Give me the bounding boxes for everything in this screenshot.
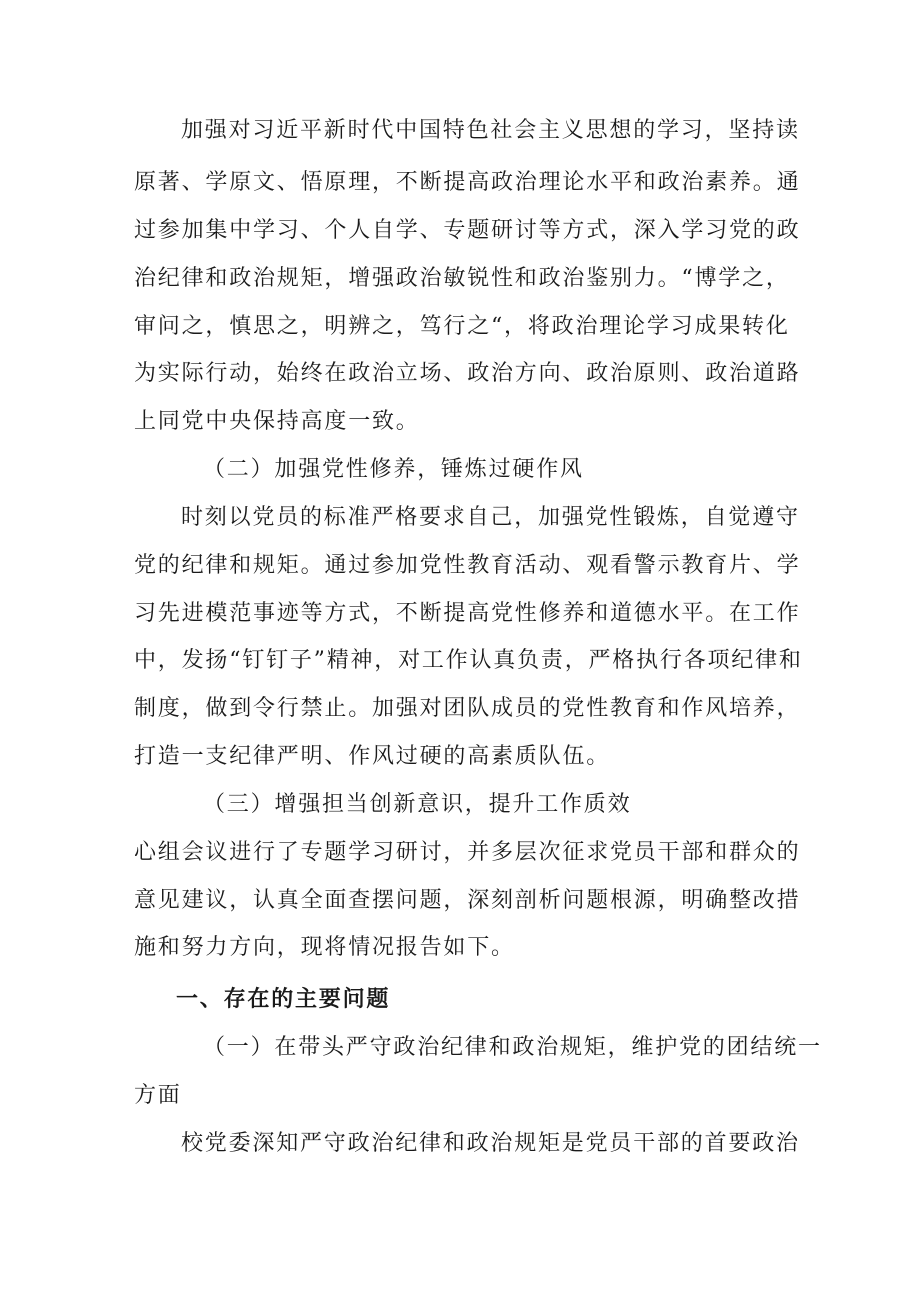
- paragraph-line: 中，发扬“钉钉子”精神，对工作认真负责，严格执行各项纪律和: [134, 648, 803, 673]
- paragraph-line: 原著、学原文、悟原理，不断提高政治理论水平和政治素养。通: [134, 170, 801, 195]
- paragraph-line: 打造一支纪律严明、作风过硬的高素质队伍。: [134, 744, 611, 769]
- paragraph-line: 过参加集中学习、个人自学、专题研讨等方式，深入学习党的政: [134, 218, 801, 243]
- paragraph-line: 制度，做到令行禁止。加强对团队成员的党性教育和作风培养，: [134, 696, 801, 721]
- paragraph-line: 党的纪律和规矩。通过参加党性教育活动、观看警示教育片、学: [134, 553, 801, 578]
- paragraph-line: 审问之，慎思之，明辨之，笃行之“，将政治理论学习成果转化: [134, 314, 790, 339]
- paragraph-line: 为实际行动，始终在政治立场、政治方向、政治原则、政治道路: [134, 361, 801, 386]
- section-heading-continued: 方面: [134, 1083, 182, 1108]
- paragraph-line: 校党委深知严守政治纪律和政治规矩是党员干部的首要政治: [181, 1131, 800, 1156]
- paragraph-line: 心组会议进行了专题学习研讨，并多层次征求党员干部和群众的: [134, 840, 801, 865]
- section-heading: （三）增强担当创新意识，提升工作质效: [203, 792, 632, 817]
- chapter-heading: 一、存在的主要问题: [176, 987, 391, 1012]
- paragraph-line: 意见建议，认真全面查摆问题，深刻剖析问题根源，明确整改措: [134, 888, 801, 913]
- paragraph-line: 治纪律和政治规矩，增强政治敏锐性和政治鉴别力。“博学之，: [134, 266, 790, 291]
- paragraph-line: 加强对习近平新时代中国特色社会主义思想的学习，坚持读: [181, 118, 800, 143]
- paragraph-line: 施和努力方向，现将情况报告如下。: [134, 935, 515, 960]
- section-heading: （二）加强党性修养，锤炼过硬作风: [203, 457, 584, 482]
- paragraph-line: 时刻以党员的标准严格要求自己，加强党性锻炼，自觉遵守: [181, 505, 800, 530]
- section-heading: （一）在带头严守政治纪律和政治规矩，维护党的团结统一: [203, 1035, 822, 1060]
- paragraph-line: 上同党中央保持高度一致。: [134, 409, 420, 434]
- paragraph-line: 习先进模范事迹等方式，不断提高党性修养和道德水平。在工作: [134, 601, 801, 626]
